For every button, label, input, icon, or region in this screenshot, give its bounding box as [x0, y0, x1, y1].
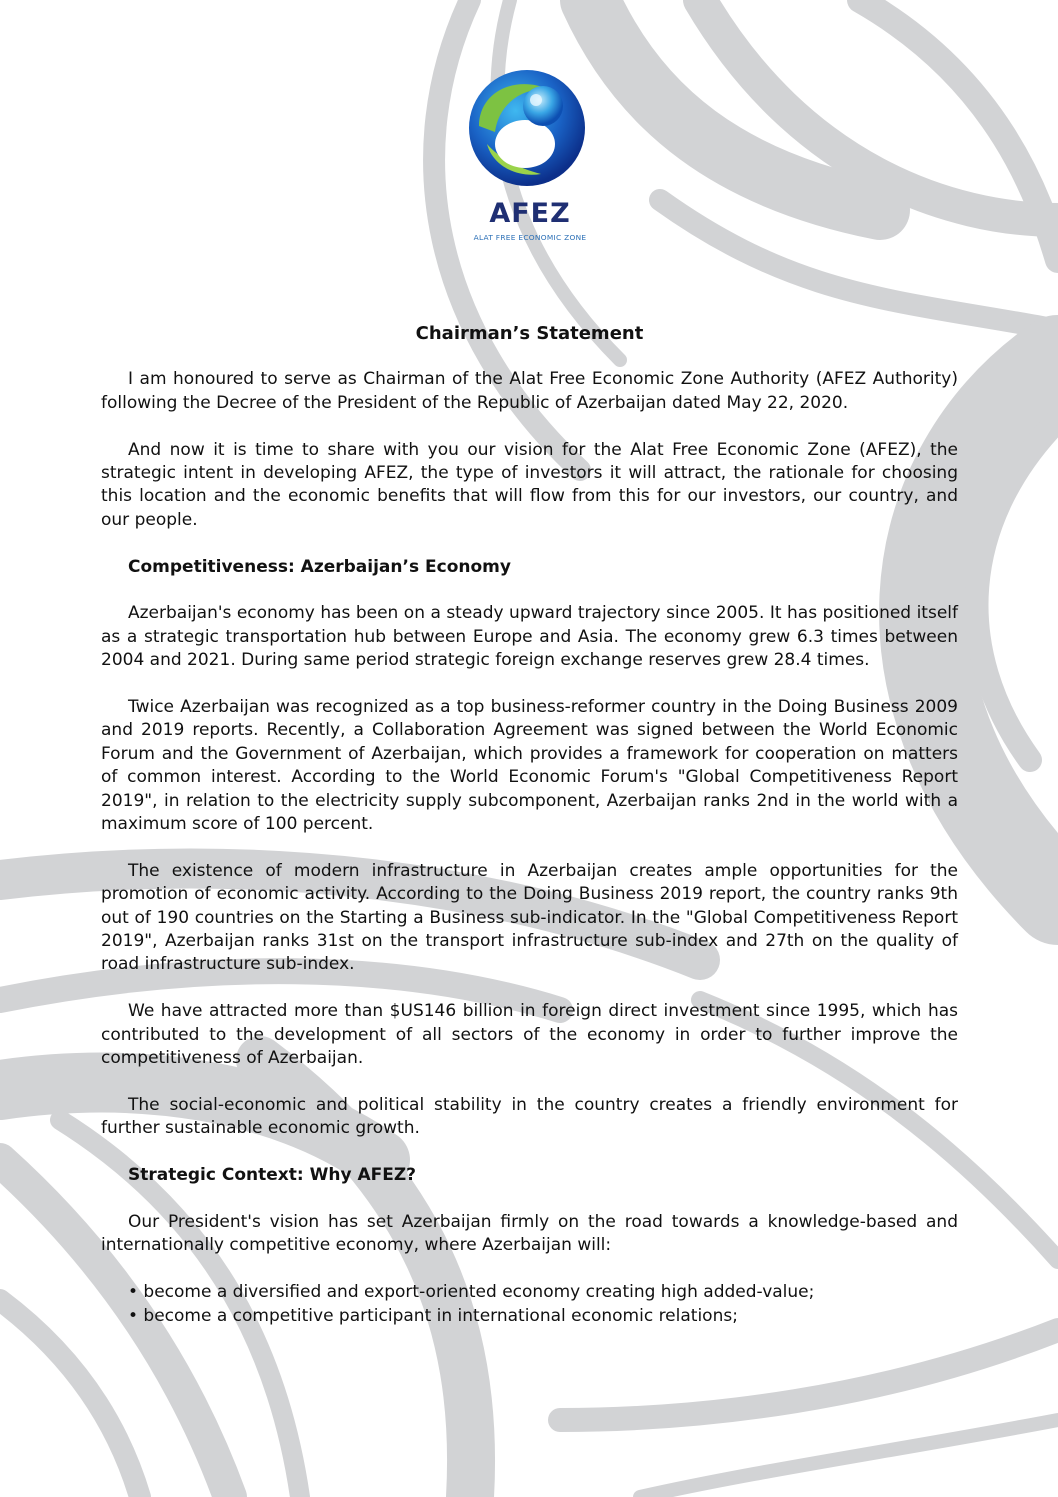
list-item: • become a diversified and export-oriented economy creating high added-value;: [128, 1282, 815, 1303]
section-heading-strategic-context: Strategic Context: Why AFEZ?: [128, 1165, 417, 1186]
logo-subtitle: ALAT FREE ECONOMIC ZONE: [473, 233, 587, 242]
paragraph-doing-business: Twice Azerbaijan was recognized as a top business-reformer country in the Doing Business 2009 and 2019 reports. Recently, a Collaboration Agreement was signed between the World Economic Forum and the Government of Azerbaijan, which provides a framework for cooperation on matters of common interest. According to the World Economic Forum's "Global Competitiveness Report 2019", in relation to the electricity supply subcomponent, Azerbaijan ranks 2nd in the world with a maximum score of 100 percent.: [101, 697, 958, 835]
document-body: [101, 322, 958, 1328]
page-title: Chairman’s Statement: [415, 323, 644, 344]
paragraph-intro: I am honoured to serve as Chairman of the Alat Free Economic Zone Authority (AFEZ Authority) following the Decree of the President of the Republic of Azerbaijan dated May 22, 2020.: [101, 369, 958, 413]
afez-globe-logo-icon: [465, 62, 595, 192]
afez-logo: [455, 62, 605, 252]
paragraph-infrastructure: The existence of modern infrastructure in Azerbaijan creates ample opportunities for the promotion of economic activity. According to the Doing Business 2019 report, the country ranks 9th out of 190 countries on the Starting a Business sub-indicator. In the "Global Competitiveness Report 2019", Azerbaijan ranks 31st on the transport infrastructure sub-index and 27th on the quality of road infrastructure sub-index.: [101, 860, 958, 975]
paragraph-investment: We have attracted more than $US146 billion in foreign direct investment since 1995, which has contributed to the development of all sectors of the economy in order to further improve the competitiveness of Azerbaijan.: [101, 1001, 958, 1069]
section-heading-competitiveness: Competitiveness: Azerbaijan’s Economy: [128, 556, 511, 577]
paragraph-president-vision: Our President's vision has set Azerbaijan firmly on the road towards a knowledge-based and internationally competitive economy, where Azerbaijan will:: [101, 1211, 958, 1256]
paragraph-stability: The social-economic and political stability in the country creates a friendly environment for further sustainable economic growth.: [101, 1094, 958, 1139]
paragraph-vision: And now it is time to share with you our vision for the Alat Free Economic Zone (AFEZ), the strategic intent in developing AFEZ, the type of investors it will attract, the rationale for choosing this location and the economic benefits that will flow from this for our investors, our country, and our people.: [101, 439, 958, 530]
logo-name: AFEZ: [489, 198, 571, 229]
paragraph-economy: Azerbaijan's economy has been on a steady upward trajectory since 2005. It has positioned itself as a strategic transportation hub between Europe and Asia. The economy grew 6.3 times between 2004 and 2021. During same period strategic foreign exchange reserves grew 28.4 times.: [101, 603, 958, 671]
vision-bullet-list: [101, 1281, 958, 1328]
list-item: • become a competitive participant in international economic relations;: [128, 1305, 738, 1326]
